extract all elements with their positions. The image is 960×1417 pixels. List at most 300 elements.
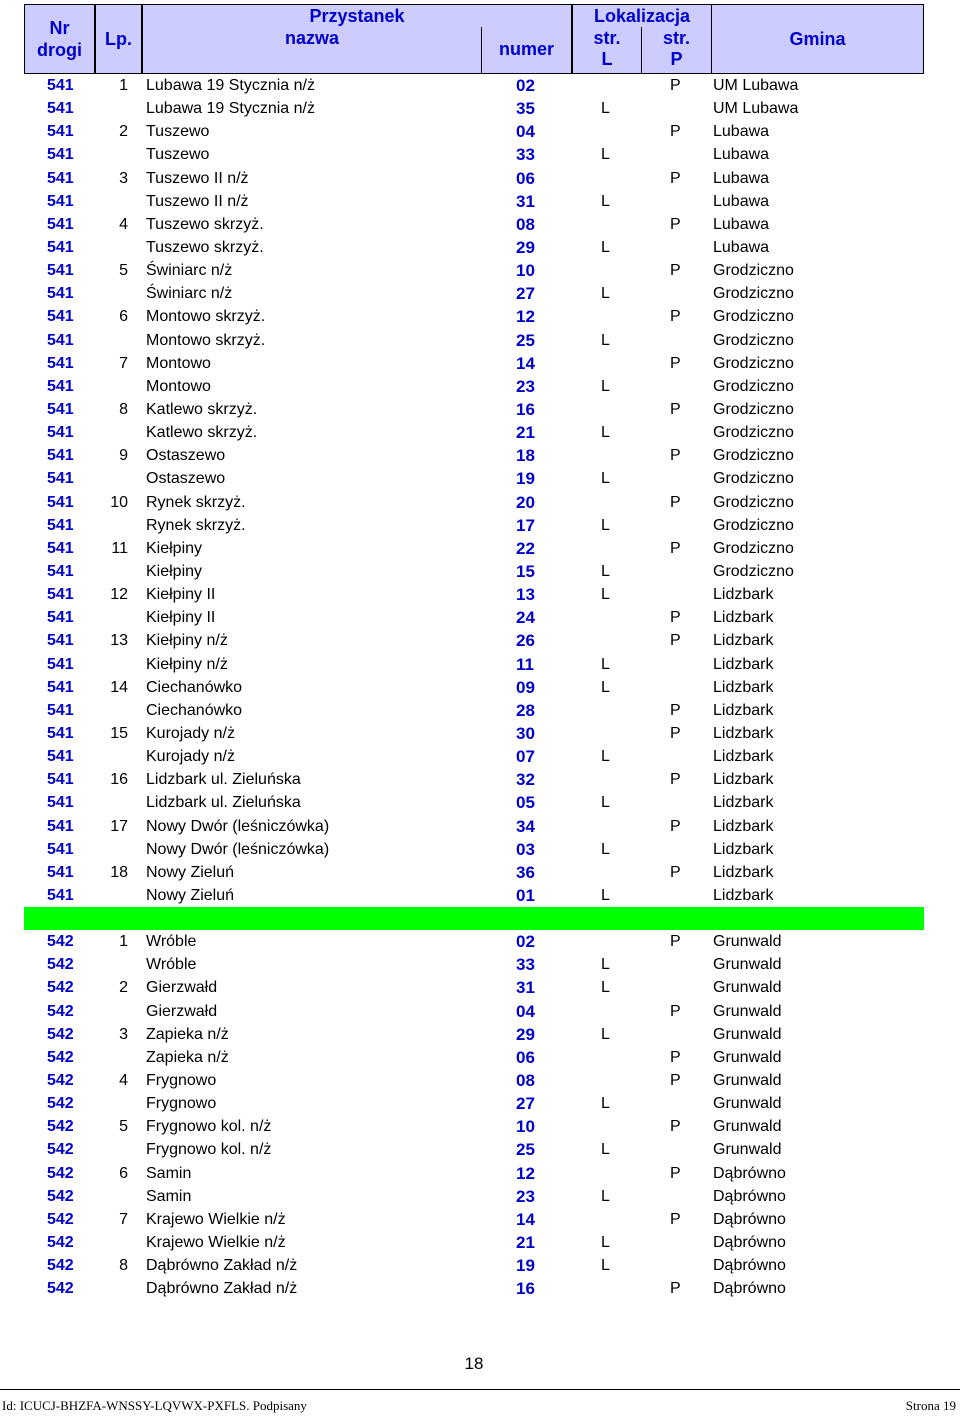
table-row xyxy=(0,1231,960,1254)
stop-name: Ciechanówko xyxy=(146,678,243,696)
stop-side: P xyxy=(670,262,681,280)
stop-number: 08 xyxy=(516,214,535,234)
stop-side: L xyxy=(601,331,610,349)
stop-number: 33 xyxy=(516,955,535,975)
road-number: 541 xyxy=(47,400,74,418)
gmina-name: Grodziczno xyxy=(713,285,794,303)
stop-side: P xyxy=(670,123,681,141)
stop-lp: 8 xyxy=(119,400,128,418)
table-row xyxy=(0,444,960,467)
gmina-name: Lidzbark xyxy=(713,655,774,673)
gmina-name: UM Lubawa xyxy=(713,100,799,118)
gmina-name: Lidzbark xyxy=(713,632,774,650)
stop-name: Wróble xyxy=(146,933,197,951)
table-row xyxy=(0,537,960,560)
stop-side: L xyxy=(601,470,610,488)
header-str-p-side: P xyxy=(670,49,683,69)
stop-side: P xyxy=(670,215,681,233)
header-lp-label: Lp. xyxy=(105,29,132,49)
table-row xyxy=(0,953,960,976)
gmina-name: Grodziczno xyxy=(713,516,794,534)
gmina-name: Grodziczno xyxy=(713,400,794,418)
stop-number: 25 xyxy=(516,330,535,350)
road-number: 541 xyxy=(47,886,74,904)
stop-lp: 13 xyxy=(110,632,128,650)
table-row xyxy=(0,398,960,421)
stop-side: L xyxy=(601,1257,610,1275)
gmina-name: Grodziczno xyxy=(713,377,794,395)
header-przystanek xyxy=(142,4,572,28)
stop-name: Kiełpiny xyxy=(146,562,203,580)
stop-name: Kurojady n/ż xyxy=(146,748,235,766)
table-row xyxy=(0,467,960,490)
gmina-name: Grunwald xyxy=(713,1002,782,1020)
stop-name: Katlewo skrzyż. xyxy=(146,424,258,442)
stop-name: Samin xyxy=(146,1164,192,1182)
road-number: 542 xyxy=(47,1187,74,1205)
stop-side: L xyxy=(601,655,610,673)
table-row xyxy=(0,1046,960,1069)
stop-side: L xyxy=(601,1025,610,1043)
gmina-name: Dąbrówno xyxy=(713,1257,786,1275)
table-row xyxy=(0,745,960,768)
table-row xyxy=(0,329,960,352)
stop-name: Zapieka n/ż xyxy=(146,1025,229,1043)
stop-number: 19 xyxy=(516,1256,535,1276)
stop-number: 17 xyxy=(516,515,535,535)
stop-lp: 1 xyxy=(119,933,128,951)
table-row xyxy=(0,930,960,953)
stop-name: Kiełpiny xyxy=(146,539,203,557)
road-number: 541 xyxy=(47,817,74,835)
stop-name: Kiełpiny II xyxy=(146,609,216,627)
stop-number: 21 xyxy=(516,423,535,443)
stop-number: 08 xyxy=(516,1071,535,1091)
gmina-name: Grunwald xyxy=(713,933,782,951)
stop-name: Frygnowo xyxy=(146,1072,217,1090)
header-przystanek-label: Przystanek xyxy=(309,6,405,26)
stop-side: P xyxy=(670,817,681,835)
stop-side: P xyxy=(670,308,681,326)
stop-number: 12 xyxy=(516,307,535,327)
stop-number: 05 xyxy=(516,793,535,813)
stop-number: 36 xyxy=(516,862,535,882)
road-number: 541 xyxy=(47,493,74,511)
stop-name: Montowo xyxy=(146,377,211,395)
road-number: 542 xyxy=(47,1002,74,1020)
stop-side: P xyxy=(670,1002,681,1020)
stop-name: Nowy Zieluń xyxy=(146,863,235,881)
stop-side: P xyxy=(670,77,681,94)
road-number: 542 xyxy=(47,1257,74,1275)
table-row xyxy=(0,97,960,120)
stop-side: L xyxy=(601,1234,610,1252)
gmina-name: Grodziczno xyxy=(713,424,794,442)
table-row xyxy=(0,699,960,722)
gmina-name: Lidzbark xyxy=(713,701,774,719)
stop-name: Rynek skrzyż. xyxy=(146,493,246,511)
stop-number: 01 xyxy=(516,885,535,905)
stop-name: Ciechanówko xyxy=(146,701,243,719)
road-number: 542 xyxy=(47,956,74,974)
road-number: 542 xyxy=(47,1048,74,1066)
stop-lp: 1 xyxy=(119,77,128,94)
stop-side: P xyxy=(670,169,681,187)
stop-side: P xyxy=(670,447,681,465)
gmina-name: Grunwald xyxy=(713,1025,782,1043)
gmina-name: Lidzbark xyxy=(713,886,774,904)
road-number: 541 xyxy=(47,794,74,812)
gmina-name: Lidzbark xyxy=(713,817,774,835)
stop-name: Tuszewo skrzyż. xyxy=(146,215,264,233)
stop-side: L xyxy=(601,794,610,812)
stop-lp: 4 xyxy=(119,215,128,233)
stop-number: 04 xyxy=(516,1001,535,1021)
table-row xyxy=(0,1277,960,1300)
table-row xyxy=(0,629,960,652)
road-number: 542 xyxy=(47,1234,74,1252)
table-row xyxy=(0,676,960,699)
header-numer xyxy=(481,27,572,74)
stop-side: P xyxy=(670,771,681,789)
header-gmina-label: Gmina xyxy=(789,29,846,49)
header-nazwa xyxy=(142,27,482,74)
gmina-name: Lidzbark xyxy=(713,678,774,696)
table-row xyxy=(0,583,960,606)
stop-number: 30 xyxy=(516,723,535,743)
stop-number: 25 xyxy=(516,1140,535,1160)
table-row xyxy=(0,560,960,583)
road-number: 542 xyxy=(47,1210,74,1228)
footer-document-id: Id: ICUCJ-BHZFA-WNSSY-LQVWX-PXFLS. Podpisany xyxy=(2,1398,307,1413)
road-number: 541 xyxy=(47,215,74,233)
road-number: 541 xyxy=(47,331,74,349)
stop-number: 02 xyxy=(516,76,535,95)
gmina-name: Grodziczno xyxy=(713,447,794,465)
stop-name: Samin xyxy=(146,1187,192,1205)
stop-side: P xyxy=(670,632,681,650)
table-row xyxy=(0,1092,960,1115)
stop-number: 07 xyxy=(516,747,535,767)
road-number: 541 xyxy=(47,447,74,465)
gmina-name: UM Lubawa xyxy=(713,77,799,94)
stop-side: L xyxy=(601,377,610,395)
stop-number: 31 xyxy=(516,978,535,998)
page-number: 18 xyxy=(464,1354,484,1373)
stop-name: Dąbrówno Zakład n/ż xyxy=(146,1257,298,1275)
stop-name: Tuszewo skrzyż. xyxy=(146,238,264,256)
gmina-name: Grodziczno xyxy=(713,354,794,372)
stop-lp: 11 xyxy=(111,539,128,557)
stop-side: P xyxy=(670,701,681,719)
road-number: 541 xyxy=(47,586,74,604)
road-number: 541 xyxy=(47,169,74,187)
table-row xyxy=(0,1069,960,1092)
stop-lp: 7 xyxy=(119,354,128,372)
gmina-name: Lidzbark xyxy=(713,586,774,604)
road-number: 542 xyxy=(47,1095,74,1113)
stop-side: L xyxy=(601,1141,610,1159)
stop-lp: 10 xyxy=(110,493,128,511)
stop-side: L xyxy=(601,840,610,858)
stop-name: Lidzbark ul. Zieluńska xyxy=(146,771,301,789)
table-row xyxy=(0,722,960,745)
gmina-name: Grunwald xyxy=(713,956,782,974)
stop-side: P xyxy=(670,1048,681,1066)
stop-side: L xyxy=(601,678,610,696)
header-nr-drogi xyxy=(24,4,95,74)
gmina-name: Grodziczno xyxy=(713,562,794,580)
header-gmina xyxy=(711,4,924,74)
table-row xyxy=(0,352,960,375)
table-row xyxy=(0,120,960,143)
table-row xyxy=(0,421,960,444)
stop-name: Kiełpiny n/ż xyxy=(146,655,228,673)
header-nr-drogi-label: Nr drogi xyxy=(37,18,82,60)
stop-name: Montowo xyxy=(146,354,211,372)
gmina-name: Grodziczno xyxy=(713,262,794,280)
road-number: 542 xyxy=(47,1118,74,1136)
stop-name: Zapieka n/ż xyxy=(146,1048,229,1066)
stop-name: Nowy Dwór (leśniczówka) xyxy=(146,840,330,858)
road-number: 542 xyxy=(47,1072,74,1090)
gmina-name: Grodziczno xyxy=(713,308,794,326)
table-row xyxy=(0,653,960,676)
stop-side: P xyxy=(670,933,681,951)
gmina-name: Grunwald xyxy=(713,1141,782,1159)
stop-name: Rynek skrzyż. xyxy=(146,516,246,534)
road-number: 541 xyxy=(47,771,74,789)
gmina-name: Lubawa xyxy=(713,238,770,256)
stop-number: 02 xyxy=(516,932,535,952)
stop-name: Tuszewo xyxy=(146,146,210,164)
gmina-name: Lidzbark xyxy=(713,794,774,812)
stop-side: L xyxy=(601,1095,610,1113)
stop-number: 13 xyxy=(516,585,535,605)
stop-number: 15 xyxy=(516,561,535,581)
gmina-name: Dąbrówno xyxy=(713,1234,786,1252)
stop-side: P xyxy=(670,400,681,418)
gmina-name: Lidzbark xyxy=(713,771,774,789)
stop-lp: 3 xyxy=(119,1025,128,1043)
stop-side: L xyxy=(601,586,610,604)
gmina-name: Lidzbark xyxy=(713,748,774,766)
road-number: 542 xyxy=(47,1280,74,1298)
road-number: 541 xyxy=(47,678,74,696)
stop-name: Kiełpiny n/ż xyxy=(146,632,228,650)
stop-number: 10 xyxy=(516,261,535,281)
road-separator-bar xyxy=(0,907,960,930)
table-row xyxy=(0,1208,960,1231)
stop-number: 14 xyxy=(516,353,535,373)
stop-side: P xyxy=(670,354,681,372)
gmina-name: Grodziczno xyxy=(713,331,794,349)
stop-number: 03 xyxy=(516,839,535,859)
road-number: 541 xyxy=(47,123,74,141)
stop-side: P xyxy=(670,724,681,742)
table-row xyxy=(0,236,960,259)
stop-name: Nowy Dwór (leśniczówka) xyxy=(146,817,330,835)
stop-name: Lubawa 19 Stycznia n/ż xyxy=(146,100,315,118)
stop-lp: 18 xyxy=(110,863,128,881)
table-row xyxy=(0,167,960,190)
stop-lp: 16 xyxy=(110,771,128,789)
road-number: 541 xyxy=(47,562,74,580)
gmina-name: Lidzbark xyxy=(713,840,774,858)
table-row xyxy=(0,884,960,907)
table-row xyxy=(0,1162,960,1185)
stop-side: L xyxy=(601,100,610,118)
header-str-p xyxy=(641,27,712,74)
table-row xyxy=(0,791,960,814)
stop-side: L xyxy=(601,238,610,256)
stop-name: Katlewo skrzyż. xyxy=(146,400,258,418)
stop-name: Ostaszewo xyxy=(146,447,226,465)
stop-number: 34 xyxy=(516,816,535,836)
table-row xyxy=(0,861,960,884)
table-row xyxy=(0,514,960,537)
stop-side: P xyxy=(670,1164,681,1182)
stop-side: L xyxy=(601,562,610,580)
stop-name: Frygnowo xyxy=(146,1095,217,1113)
stop-number: 33 xyxy=(516,145,535,165)
table-row xyxy=(0,976,960,999)
table-row xyxy=(0,259,960,282)
road-number: 541 xyxy=(47,354,74,372)
road-number: 541 xyxy=(47,238,74,256)
stop-number: 21 xyxy=(516,1233,535,1253)
stop-side: L xyxy=(601,285,610,303)
stop-number: 23 xyxy=(516,1186,535,1206)
table-row xyxy=(0,606,960,629)
stop-side: L xyxy=(601,424,610,442)
stop-number: 18 xyxy=(516,446,535,466)
stop-number: 14 xyxy=(516,1209,535,1229)
table-row xyxy=(0,491,960,514)
stop-side: P xyxy=(670,539,681,557)
gmina-name: Grunwald xyxy=(713,1072,782,1090)
stop-side: L xyxy=(601,146,610,164)
table-row xyxy=(0,1023,960,1046)
stop-name: Tuszewo xyxy=(146,123,210,141)
stop-name: Tuszewo II n/ż xyxy=(146,169,249,187)
stop-lp: 2 xyxy=(119,123,128,141)
stop-name: Gierzwałd xyxy=(146,1002,218,1020)
stop-side: L xyxy=(601,886,610,904)
stop-lp: 6 xyxy=(119,308,128,326)
stop-side: L xyxy=(601,1187,610,1205)
stop-name: Dąbrówno Zakład n/ż xyxy=(146,1280,298,1298)
stops-table-body xyxy=(0,74,960,1300)
table-row xyxy=(0,1115,960,1138)
stop-lp: 2 xyxy=(119,979,128,997)
stop-side: L xyxy=(601,748,610,766)
stop-name: Krajewo Wielkie n/ż xyxy=(146,1210,286,1228)
road-number: 541 xyxy=(47,192,74,210)
road-number: 541 xyxy=(47,701,74,719)
road-number: 541 xyxy=(47,308,74,326)
road-number: 542 xyxy=(47,979,74,997)
gmina-name: Lidzbark xyxy=(713,724,774,742)
road-number: 541 xyxy=(47,632,74,650)
stop-name: Lubawa 19 Stycznia n/ż xyxy=(146,77,315,94)
stop-name: Frygnowo kol. n/ż xyxy=(146,1141,272,1159)
stop-side: P xyxy=(670,1280,681,1298)
header-lokalizacja-label: Lokalizacja xyxy=(593,6,691,26)
stop-number: 16 xyxy=(516,399,535,419)
stop-side: P xyxy=(670,1210,681,1228)
stop-lp: 3 xyxy=(119,169,128,187)
road-number: 542 xyxy=(47,1141,74,1159)
table-row xyxy=(0,305,960,328)
gmina-name: Dąbrówno xyxy=(713,1280,786,1298)
stop-number: 12 xyxy=(516,1163,535,1183)
stop-number: 27 xyxy=(516,284,535,304)
gmina-name: Dąbrówno xyxy=(713,1187,786,1205)
header-str-l-label: str. xyxy=(593,28,621,48)
stop-name: Ostaszewo xyxy=(146,470,226,488)
stop-name: Gierzwałd xyxy=(146,979,218,997)
gmina-name: Grunwald xyxy=(713,1095,782,1113)
table-row xyxy=(0,282,960,305)
stop-name: Frygnowo kol. n/ż xyxy=(146,1118,272,1136)
road-number: 541 xyxy=(47,724,74,742)
road-number: 541 xyxy=(47,470,74,488)
header-lokalizacja xyxy=(572,4,712,28)
stop-number: 20 xyxy=(516,492,535,512)
stop-number: 28 xyxy=(516,700,535,720)
stop-name: Tuszewo II n/ż xyxy=(146,192,249,210)
stop-lp: 12 xyxy=(110,586,128,604)
stop-number: 29 xyxy=(516,237,535,257)
stop-lp: 15 xyxy=(110,724,128,742)
stop-number: 23 xyxy=(516,376,535,396)
road-number: 542 xyxy=(47,1025,74,1043)
header-lp xyxy=(95,4,142,74)
table-row xyxy=(0,1185,960,1208)
gmina-name: Lidzbark xyxy=(713,863,774,881)
separator-fill xyxy=(24,907,924,930)
stop-number: 19 xyxy=(516,469,535,489)
stop-number: 22 xyxy=(516,538,535,558)
stop-name: Montowo skrzyż. xyxy=(146,308,266,326)
stop-number: 27 xyxy=(516,1094,535,1114)
gmina-name: Grunwald xyxy=(713,979,782,997)
road-number: 541 xyxy=(47,539,74,557)
gmina-name: Lubawa xyxy=(713,169,770,187)
table-row xyxy=(0,815,960,838)
stop-number: 11 xyxy=(516,654,534,674)
stop-side: P xyxy=(670,1118,681,1136)
gmina-name: Lidzbark xyxy=(713,609,774,627)
stop-side: P xyxy=(670,1072,681,1090)
stop-number: 09 xyxy=(516,677,535,697)
stop-side: P xyxy=(670,493,681,511)
header-nazwa-label: nazwa xyxy=(284,28,340,48)
road-number: 541 xyxy=(47,77,74,94)
stop-name: Świniarc n/ż xyxy=(146,262,233,280)
road-number: 541 xyxy=(47,285,74,303)
header-str-l xyxy=(572,27,642,74)
table-row xyxy=(0,375,960,398)
table-row xyxy=(0,1000,960,1023)
gmina-name: Grunwald xyxy=(713,1048,782,1066)
gmina-name: Dąbrówno xyxy=(713,1164,786,1182)
road-number: 541 xyxy=(47,100,74,118)
gmina-name: Grunwald xyxy=(713,1118,782,1136)
table-row xyxy=(0,838,960,861)
stop-number: 06 xyxy=(516,168,535,188)
